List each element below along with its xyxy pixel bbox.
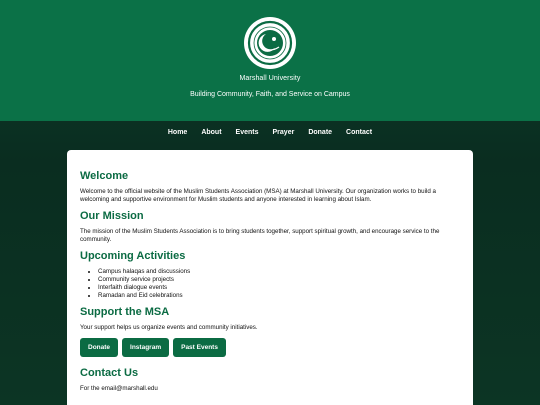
nav-donate[interactable]: Donate [308, 128, 333, 136]
welcome-text: Welcome to the official website of the Muslim Students Association (MSA) at Marshall University. Our organization works to build a welcoming and supportive environment for Muslim students and anyone interested in learning about Islam. [80, 188, 436, 204]
welcome-section [80, 170, 460, 204]
nav-home[interactable]: Home [167, 128, 188, 136]
nav-contact[interactable]: Contact [346, 128, 373, 136]
activities-section [80, 250, 460, 299]
activities-heading: Upcoming Activities [80, 250, 186, 263]
support-buttons [80, 338, 460, 357]
list-item: • Community service projects [98, 276, 460, 284]
support-heading: Support the MSA [80, 306, 170, 319]
contact-heading: Contact Us [80, 367, 139, 380]
msa-seal-icon[interactable] [244, 17, 296, 69]
content-card [67, 150, 473, 405]
list-item: • Campus halaqas and discussions [98, 268, 460, 276]
activities-list [80, 268, 460, 299]
support-text: Your support helps us organize events and community initiatives. [80, 324, 258, 332]
nav-events[interactable]: Events [235, 128, 259, 136]
past-events-button[interactable]: Past Events [173, 338, 226, 357]
support-section [80, 306, 460, 357]
instagram-button[interactable]: Instagram [122, 338, 169, 357]
mission-heading: Our Mission [80, 210, 144, 223]
site-header [0, 0, 540, 121]
list-item: • Interfaith dialogue events [98, 284, 460, 292]
welcome-heading: Welcome [80, 170, 129, 182]
list-item: • Ramadan and Eid celebrations [98, 292, 460, 300]
mission-section [80, 210, 460, 244]
main-nav [0, 121, 540, 143]
mission-text: The mission of the Muslim Students Association is to bring students together, support spiritual growth, and encourage service to the community. [80, 228, 440, 244]
org-name: Marshall University [239, 75, 301, 82]
nav-prayer[interactable]: Prayer [272, 128, 295, 136]
nav-about[interactable]: About [201, 128, 222, 136]
contact-section [80, 367, 460, 393]
donate-button[interactable]: Donate [80, 338, 118, 357]
tagline: Building Community, Faith, and Service on Campus [190, 91, 350, 98]
contact-text: For the email@marshall.edu [80, 385, 158, 393]
